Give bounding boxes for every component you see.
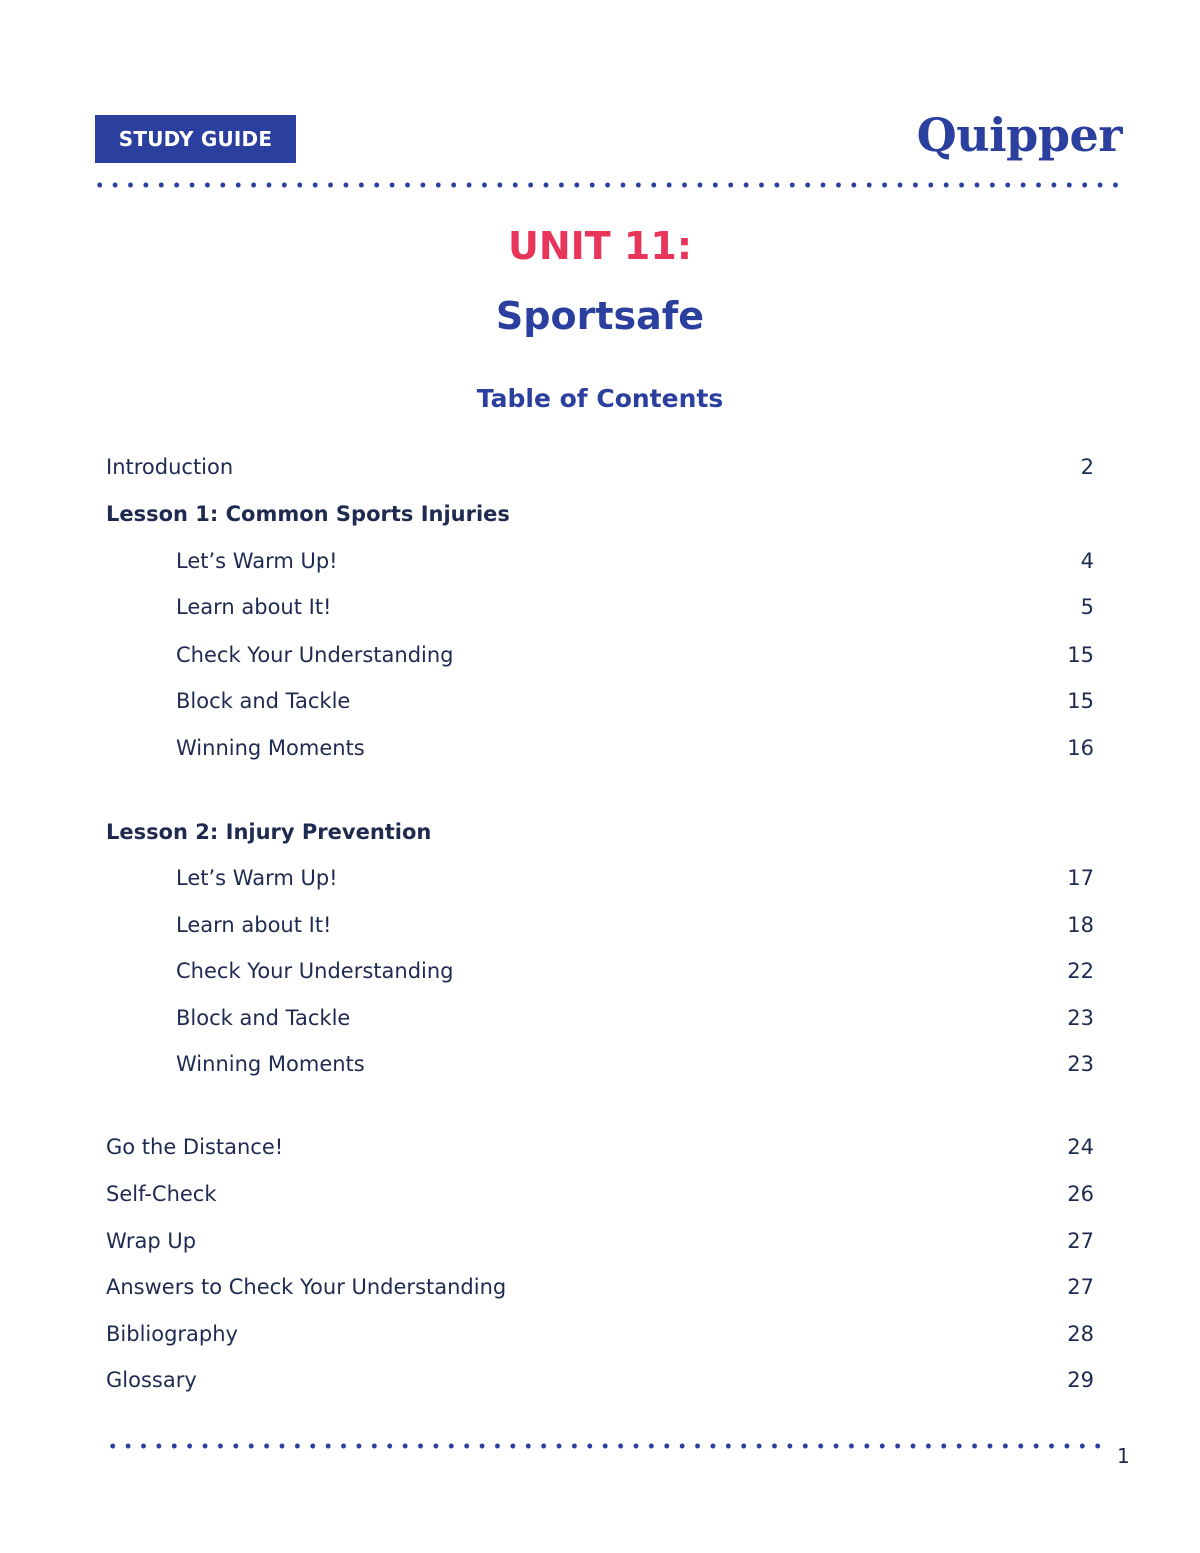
toc-entry-lesson2-check-understanding[interactable] — [176, 955, 1094, 987]
toc-entry-lesson2-learn-about-it[interactable] — [176, 909, 1094, 941]
toc-entry-page: 4 — [1080, 549, 1094, 573]
toc-entry-page: 2 — [1080, 455, 1094, 479]
toc-entry-label: Wrap Up — [106, 1229, 197, 1253]
toc-heading: Table of Contents — [476, 384, 724, 413]
toc-entry-page: 26 — [1067, 1182, 1094, 1206]
toc-lesson-label: Lesson 1: Common Sports Injuries — [106, 502, 510, 526]
toc-entry-lesson2-block-and-tackle[interactable] — [176, 1002, 1094, 1034]
toc-entry-page: 24 — [1067, 1135, 1094, 1159]
toc-entry-label: Winning Moments — [176, 1052, 365, 1076]
toc-entry-label: Let’s Warm Up! — [176, 866, 338, 890]
toc-entry-label: Glossary — [106, 1368, 197, 1392]
toc-entry-lesson2-warm-up[interactable] — [176, 862, 1094, 894]
top-dotted-divider — [92, 182, 1122, 188]
toc-entry-label: Answers to Check Your Understanding — [106, 1275, 507, 1299]
toc-entry-go-the-distance[interactable] — [106, 1131, 1094, 1163]
toc-entry-lesson1-winning-moments[interactable] — [176, 732, 1094, 764]
bottom-dotted-divider — [105, 1443, 1105, 1449]
toc-entry-label: Block and Tackle — [176, 1006, 351, 1030]
toc-entry-self-check[interactable] — [106, 1178, 1094, 1210]
toc-entry-label: Introduction — [106, 455, 234, 479]
toc-entry-page: 16 — [1067, 736, 1094, 760]
unit-label: UNIT 11: — [507, 224, 693, 268]
toc-entry-label: Go the Distance! — [106, 1135, 284, 1159]
toc-entry-label: Self-Check — [106, 1182, 217, 1206]
toc-entry-page: 15 — [1067, 643, 1094, 667]
toc-lesson-1-title[interactable] — [106, 498, 1094, 530]
toc-entry-lesson1-check-understanding[interactable] — [176, 639, 1094, 671]
toc-entry-page: 5 — [1080, 595, 1094, 619]
toc-entry-label: Let’s Warm Up! — [176, 549, 338, 573]
toc-entry-introduction[interactable] — [106, 451, 1094, 483]
toc-entry-label: Check Your Understanding — [176, 959, 454, 983]
toc-entry-label: Block and Tackle — [176, 689, 351, 713]
toc-entry-glossary[interactable] — [106, 1364, 1094, 1396]
toc-entry-label: Winning Moments — [176, 736, 365, 760]
toc-entry-page: 23 — [1067, 1006, 1094, 1030]
toc-entry-page: 22 — [1067, 959, 1094, 983]
study-guide-badge: STUDY GUIDE — [95, 115, 296, 163]
unit-title: Sportsafe — [495, 294, 705, 338]
toc-entry-lesson1-block-and-tackle[interactable] — [176, 685, 1094, 717]
toc-entry-label: Learn about It! — [176, 595, 332, 619]
page-number: 1 — [1117, 1444, 1130, 1468]
toc-entry-lesson1-warm-up[interactable] — [176, 545, 1094, 577]
toc-entry-lesson2-winning-moments[interactable] — [176, 1048, 1094, 1080]
toc-entry-page: 18 — [1067, 913, 1094, 937]
toc-entry-page: 28 — [1067, 1322, 1094, 1346]
toc-entry-page: 29 — [1067, 1368, 1094, 1392]
toc-entry-page: 15 — [1067, 689, 1094, 713]
toc-entry-page: 27 — [1067, 1229, 1094, 1253]
toc-entry-label: Check Your Understanding — [176, 643, 454, 667]
toc-entry-page: 27 — [1067, 1275, 1094, 1299]
toc-entry-page: 23 — [1067, 1052, 1094, 1076]
toc-entry-label: Bibliography — [106, 1322, 238, 1346]
toc-lesson-label: Lesson 2: Injury Prevention — [106, 820, 432, 844]
toc-lesson-2-title[interactable] — [106, 816, 1094, 848]
toc-entry-label: Learn about It! — [176, 913, 332, 937]
toc-entry-page: 17 — [1067, 866, 1094, 890]
toc-entry-lesson1-learn-about-it[interactable] — [176, 591, 1094, 623]
toc-entry-answers[interactable] — [106, 1271, 1094, 1303]
quipper-logo: Quipper — [916, 108, 1122, 162]
toc-entry-bibliography[interactable] — [106, 1318, 1094, 1350]
toc-entry-wrap-up[interactable] — [106, 1225, 1094, 1257]
